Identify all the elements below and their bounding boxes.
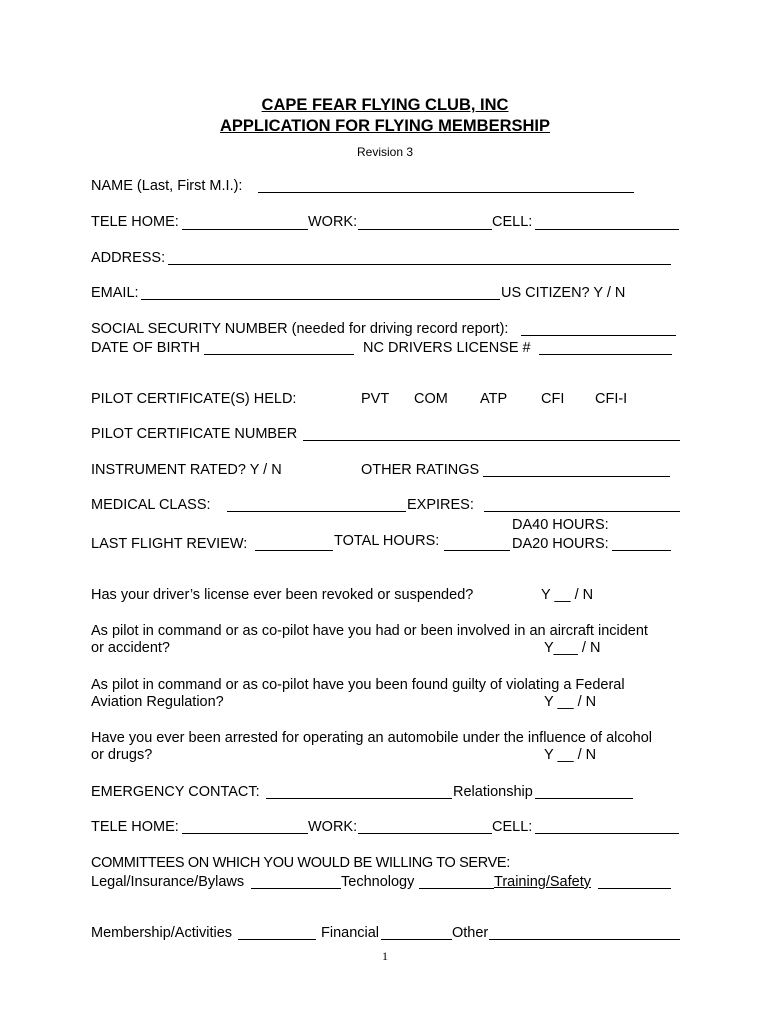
revision-label: Revision 3 [356,145,414,159]
committee-membership-field[interactable] [238,939,316,940]
address-field[interactable] [168,264,671,265]
question-dui-line2: or drugs? [91,747,153,763]
emergency-work-field[interactable] [358,833,492,834]
form-title-club: CAPE FEAR FLYING CLUB, INC [261,96,509,114]
emergency-tele-home-label: TELE HOME: [91,819,179,835]
expires-field[interactable] [484,511,680,512]
cert-cfii-option[interactable]: CFI-I [595,391,628,407]
pilot-cert-number-field[interactable] [303,440,680,441]
da20-hours-label: DA20 HOURS: [512,536,609,552]
medical-class-field[interactable] [227,511,406,512]
relationship-label: Relationship [453,784,533,800]
question-dui-line1: Have you ever been arrested for operating an automobile under the influence of alcohol [91,730,653,746]
nc-license-field[interactable] [539,354,672,355]
dob-label: DATE OF BIRTH [91,340,201,356]
last-flight-review-label: LAST FLIGHT REVIEW: [91,536,248,552]
emergency-cell-field[interactable] [535,833,679,834]
committee-financial-label: Financial [321,925,380,941]
emergency-tele-home-field[interactable] [182,833,308,834]
email-field[interactable] [141,299,500,300]
tele-home-label: TELE HOME: [91,214,179,230]
committee-legal-label: Legal/Insurance/Bylaws [91,874,245,890]
name-field[interactable] [258,192,634,193]
total-hours-label: TOTAL HOURS: [334,533,440,549]
total-hours-field[interactable] [444,550,510,551]
dob-field[interactable] [204,354,354,355]
email-label: EMAIL: [91,285,139,301]
answer-license-revoked[interactable]: Y __ / N [541,587,594,603]
emergency-contact-field[interactable] [266,798,452,799]
cell-label: CELL: [492,214,533,230]
relationship-field[interactable] [535,798,633,799]
emergency-contact-label: EMERGENCY CONTACT: [91,784,260,800]
work-field[interactable] [358,229,492,230]
address-label: ADDRESS: [91,250,166,266]
committee-technology-field[interactable] [419,888,494,889]
form-title-application: APPLICATION FOR FLYING MEMBERSHIP [219,117,551,135]
question-incident-line2: or accident? [91,640,170,656]
answer-incident[interactable]: Y___ / N [544,640,601,656]
page-number: 1 [382,949,388,963]
emergency-cell-label: CELL: [492,819,533,835]
da40-hours-label: DA40 HOURS: [512,517,609,533]
committee-training-label: Training/Safety [494,874,591,890]
nc-license-label: NC DRIVERS LICENSE # [363,340,531,356]
cert-atp-option[interactable]: ATP [480,391,508,407]
committee-training-field[interactable] [598,888,671,889]
medical-class-label: MEDICAL CLASS: [91,497,211,513]
name-label: NAME (Last, First M.I.): [91,178,243,194]
cert-cfi-option[interactable]: CFI [541,391,565,407]
da20-hours-field[interactable] [612,550,671,551]
other-ratings-label: OTHER RATINGS [361,462,480,478]
committee-other-field[interactable] [489,939,680,940]
answer-dui[interactable]: Y __ / N [544,747,597,763]
cert-pvt-option[interactable]: PVT [361,391,390,407]
cert-com-option[interactable]: COM [414,391,448,407]
committee-financial-field[interactable] [381,939,452,940]
last-flight-review-field[interactable] [255,550,333,551]
instrument-rated-label[interactable]: INSTRUMENT RATED? Y / N [91,462,282,478]
question-incident-line1: As pilot in command or as co-pilot have you had or been involved in an aircraft incident [91,623,648,639]
ssn-label: SOCIAL SECURITY NUMBER (needed for driving record report): [91,321,509,337]
committee-other-label: Other [452,925,489,941]
pilot-cert-number-label: PILOT CERTIFICATE NUMBER [91,426,298,442]
other-ratings-field[interactable] [483,476,670,477]
answer-far[interactable]: Y __ / N [544,694,597,710]
question-license-revoked: Has your driver’s license ever been revoked or suspended? [91,587,474,603]
committees-heading: COMMITTEES ON WHICH YOU WOULD BE WILLING TO SERVE: [91,855,510,871]
pilot-certs-label: PILOT CERTIFICATE(S) HELD: [91,391,297,407]
tele-home-field[interactable] [182,229,308,230]
emergency-work-label: WORK: [308,819,358,835]
committee-technology-label: Technology [341,874,415,890]
ssn-field[interactable] [521,335,676,336]
committee-membership-label: Membership/Activities [91,925,233,941]
committee-legal-field[interactable] [251,888,341,889]
expires-label: EXPIRES: [407,497,474,513]
work-label: WORK: [308,214,358,230]
question-far-line2: Aviation Regulation? [91,694,224,710]
us-citizen-label[interactable]: US CITIZEN? Y / N [501,285,626,301]
question-far-line1: As pilot in command or as co-pilot have you been found guilty of violating a Federal [91,677,625,693]
cell-field[interactable] [535,229,679,230]
